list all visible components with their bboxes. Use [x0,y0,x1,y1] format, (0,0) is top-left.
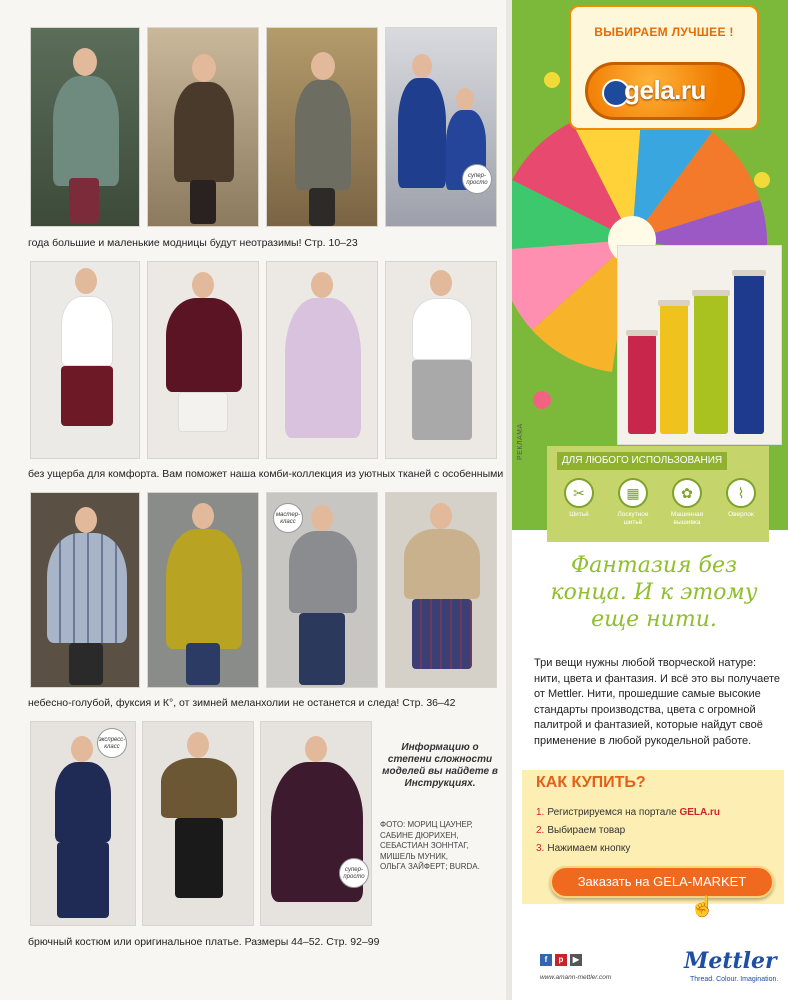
photo-woman-poncho [260,721,372,926]
buy-step [536,840,720,858]
photo-mother-daughter-blue [385,27,497,227]
caption-row-3: небесно-голубой, фуксия и К°, от зимней меланхолии не останется и следа! Стр. 36–42 [28,697,456,709]
choose-best-title: ВЫБИРАЕМ ЛУЧШЕЕ ! [594,25,734,39]
step-text: Нажимаем кнопку [547,843,631,854]
usage-title: ДЛЯ ЛЮБОГО ИСПОЛЬЗОВАНИЯ [557,452,727,470]
overlock-icon: ⌇ [726,478,756,508]
advertisement-label: РЕКЛАМА [517,423,524,460]
usage-sewing [557,478,601,527]
spool-yellow [660,304,688,434]
social-links [540,954,582,966]
photo-woman-lilac-dress [266,261,378,459]
badge-master-class: мастер-класс [273,503,303,533]
credit-line: ФОТО: МОРИЦ ЦАУНЕР, [380,820,473,829]
ad-body-text: Три вещи нужны любой творческой натуре: нити, цвета и фантазия. И всё это вы получаете от Mettler. Нити, прошедшие самые высокие стандарты производства, цвета с огромной палитрой и фантазией, которые найдут своё применение в любой рукодельной работе. [534,657,780,747]
pinterest-icon[interactable]: p [555,954,567,966]
photo-woman-bronze-dress [147,27,259,227]
pointer-hand-icon: ☝ [690,896,715,918]
photo-woman-plaid-skirt [385,492,497,688]
credit-line: ОЛЬГА ЗАЙФЕРТ; BURDA. [380,862,480,871]
badge-super-easy-2: супер-просто [339,858,369,888]
badge-super-easy: супер-просто [462,164,492,194]
thread-spools-image [617,245,782,445]
step-text: Выбираем товар [547,825,626,836]
mettler-advertisement [512,0,788,1000]
spool-green [694,294,728,434]
usage-label: Шитьё [569,511,589,518]
photo-girl-green-coat [30,27,140,227]
photo-woman-white-blouse-burgundy-skirt [30,261,140,459]
slogan-line: еще нити. [591,607,717,632]
photo-woman-leather-skirt [142,721,254,926]
gela-logo-text: gela.ru [624,75,706,105]
photo-woman-mustard-coat [147,492,259,688]
credit-line: СЕБАСТИАН ЗОННТАГ, [380,841,469,850]
step-number: 1. [536,807,545,818]
mettler-url[interactable]: www.amann-mettler.com [540,974,612,981]
gela-header [569,5,759,130]
photo-woman-grey-dress [266,27,378,227]
youtube-icon[interactable]: ▶ [570,954,582,966]
order-gela-market-button[interactable]: Заказать на GELA-MARKET [550,866,774,898]
gela-logo-badge[interactable] [585,62,745,120]
usage-panel [547,446,769,542]
photo-credits [380,820,500,873]
photo-woman-navy-suit [30,721,136,926]
buy-steps-list [536,804,720,858]
usage-label: Оверлок [728,511,754,518]
usage-patchwork [611,478,655,527]
usage-label: Машинная вышивка [670,511,704,526]
usage-overlock [719,478,763,527]
credit-line: САБИНЕ ДЮРИХЕН, [380,830,459,840]
slogan-line: Фантазия без [570,553,738,578]
step-number: 2. [536,825,545,836]
mettler-tagline: Thread. Colour. Imagination. [690,976,779,983]
spool-red [628,334,656,434]
caption-row-4: брючный костюм или оригинальное платье. Размеры 44–52. Стр. 92–99 [28,936,380,948]
buy-step [536,804,720,822]
how-to-buy-box [522,770,784,918]
facebook-icon[interactable]: f [540,954,552,966]
credit-line: МИШЕЛЬ МУНИК, [380,851,448,861]
photo-woman-burgundy-cape [147,261,259,459]
slogan-line: конца. И к этому [550,580,758,605]
instructions-note: Информацию о степени сложности моделей вы найдете в Инструкциях. [382,742,498,789]
ad-slogan [534,552,774,633]
step-text: Регистрируемся на портале [547,807,680,818]
photo-woman-checked-cape [30,492,140,688]
spool-blue [734,274,764,434]
step-number: 3. [536,843,545,854]
embroidery-icon: ✿ [672,478,702,508]
how-to-buy-title: КАК КУПИТЬ? [536,774,646,791]
photo-woman-pleated-skirt [385,261,497,459]
caption-row-1: года большие и маленькие модницы будут неотразимы! Стр. 10–23 [28,237,358,249]
photo-man-grey-hoodie [266,492,378,688]
mettler-logo: Mettler [684,948,777,974]
caption-row-2: без ущерба для комфорта. Вам поможет наша комби-коллекция из уютных тканей с особенными [28,468,504,480]
ad-footer [512,940,788,1000]
needle-icon: ✂ [564,478,594,508]
patchwork-icon: ▦ [618,478,648,508]
usage-embroidery [665,478,709,527]
gela-link[interactable]: GELA.ru [679,807,721,818]
usage-label: Лоскутное шитьё [617,511,649,526]
badge-express-class: экспресс-класс [97,728,127,758]
buy-step [536,822,720,840]
